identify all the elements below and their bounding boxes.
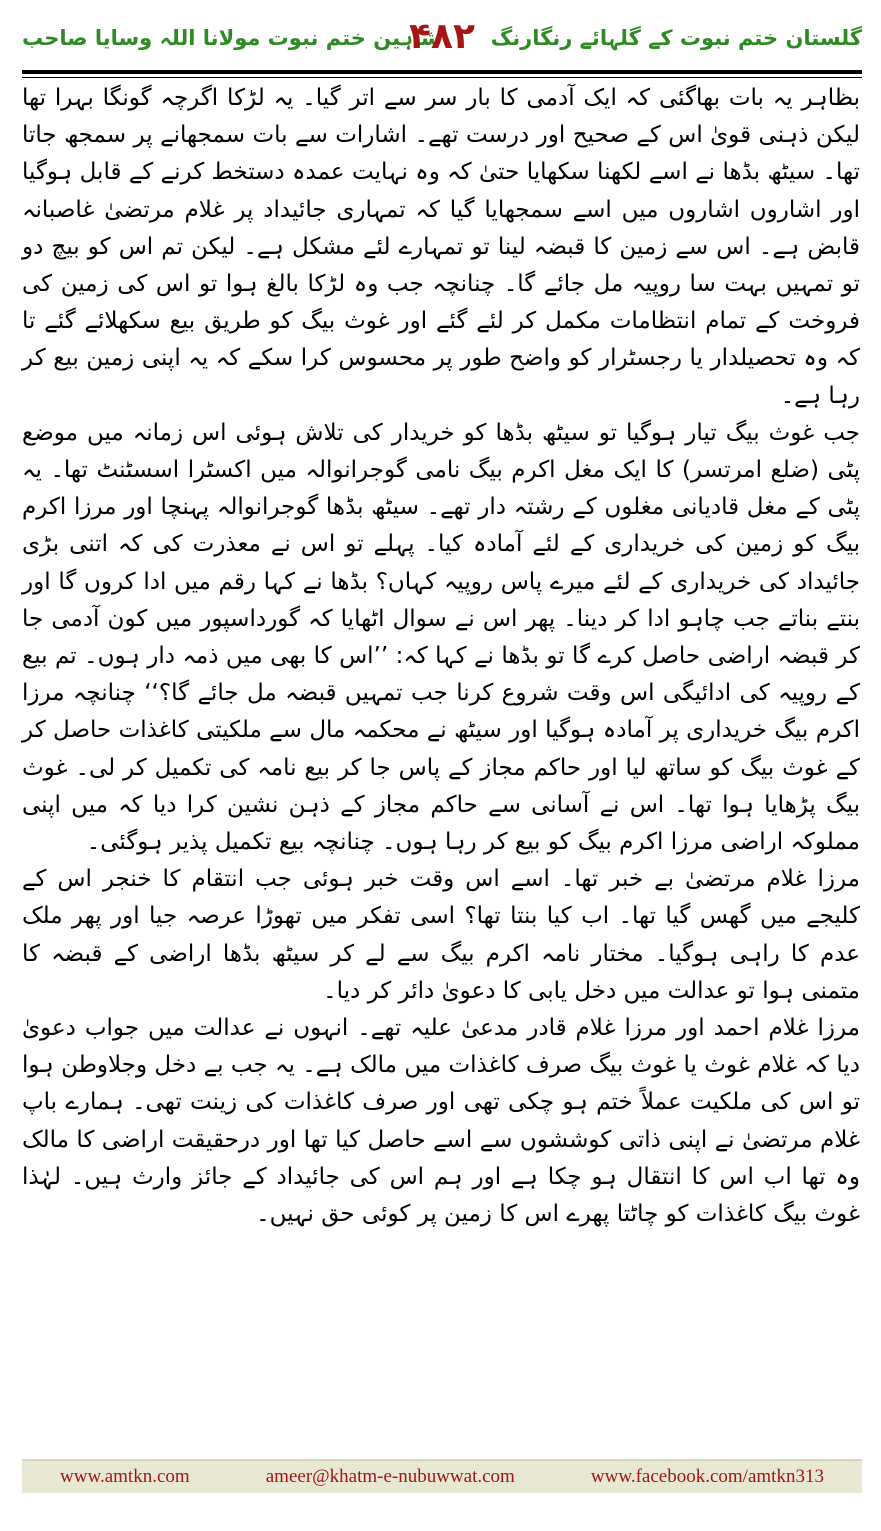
paragraph-1: بظاہر یہ بات بھاگئی کہ ایک آدمی کا بار سر سے اتر گیا۔ یہ لڑکا اگرچہ گونگا بہرا تھا لیکن ذہنی قویٰ اس کے صحیح اور درست تھے۔ اشارات سے بات سمجھانے پر سمجھ جاتا تھا۔ سیٹھ بڈھا نے اسے لکھنا سکھایا حتیٰ کہ وہ نہایت عمدہ دستخط کرنے کے قابل ہوگیا اور اشاروں اشاروں میں اسے سمجھایا گیا کہ تمہاری جائیداد پر غلام مرتضیٰ غاصبانہ قابض ہے۔ اس سے زمین کا قبضہ لینا تو تمہارے لئے مشکل ہے۔ لیکن تم اس کو بیچ دو تو تمہیں بہت سا روپیہ مل جائے گا۔ چنانچہ جب وہ لڑکا بالغ ہوا تو اس کی زمین کی فروخت کے تمام انتظامات مکمل کر لئے گئے اور غوث بیگ کو طریق بیع سکھلائے گئے تا کہ وہ تحصیلدار یا رجسٹرار کو واضح طور پر محسوس کرا سکے کہ یہ اپنی زمین بیع کر رہا ہے۔ bbox=[22, 85, 860, 409]
header-divider-thick bbox=[22, 70, 862, 74]
header-divider-thin bbox=[22, 77, 862, 78]
book-title: گلستان ختم نبوت کے گلہائے رنگارنگ bbox=[490, 26, 862, 50]
paragraph-4: مرزا غلام احمد اور مرزا غلام قادر مدعیٰ علیہ تھے۔ انہوں نے عدالت میں جواب دعویٰ دیا کہ غلام غوث یا غوث بیگ صرف کاغذات میں مالک ہے۔ یہ جب بے دخل وجلاوطن ہوا تو اس کی ملکیت عملاً ختم ہو چکی تھی اور صرف کاغذات کی زینت تھی۔ ہمارے باپ غلام مرتضیٰ نے اپنی ذاتی کوششوں سے اسے حاصل کیا تھا اور درحقیقت اراضی کا مالک وہ تھا اب اس کا انتقال ہو چکا ہے اور ہم اس کی جائیداد کے جائز وارث ہیں۔ لہٰذا غوث بیگ کاغذات کو چاٹتا پھرے اس کا زمین پر کوئی حق نہیں۔ bbox=[22, 1015, 860, 1228]
paragraph-3: مرزا غلام مرتضیٰ بے خبر تھا۔ اسے اس وقت خبر ہوئی جب انتقام کا خنجر اس کے کلیجے میں گھس گیا تھا۔ اب کیا بنتا تھا؟ اسی تفکر میں تھوڑا عرصہ جیا اور پھر ملک عدم کا راہی ہوگیا۔ مختار نامہ اکرم بیگ سے لے کر سیٹھ بڈھا اراضی کے قبضہ کا متمنی ہوا تو عدالت میں دخل یابی کا دعویٰ دائر کر دیا۔ bbox=[22, 866, 860, 1004]
author-title: شاہین ختم نبوت مولانا اللہ وسایا صاحب bbox=[22, 26, 442, 50]
website-link[interactable]: www.amtkn.com bbox=[60, 1466, 190, 1487]
page-header bbox=[22, 16, 862, 72]
page-footer bbox=[22, 1459, 862, 1493]
facebook-link[interactable]: www.facebook.com/amtkn313 bbox=[590, 1466, 824, 1487]
paragraph-2: جب غوث بیگ تیار ہوگیا تو سیٹھ بڈھا کو خریدار کی تلاش ہوئی اس زمانہ میں موضع پٹی (ضلع امرتسر) کا ایک مغل اکرم بیگ نامی گوجرانوالہ میں اکسٹرا اسسٹنٹ تھا۔ یہ پٹی کے مغل قادیانی مغلوں کے رشتہ دار تھے۔ سیٹھ بڈھا گوجرانوالہ پہنچا اور مرزا اکرم بیگ کو زمین کی خریداری کے لئے آمادہ کیا۔ پہلے تو اس نے معذرت کی کہ اتنی بڑی جائیداد کی خریداری کے لئے میرے پاس روپیہ کہاں؟ بڈھا نے کہا رقم میں ادا کروں گا اور بنتے بناتے جب چاہو ادا کر دینا۔ پھر اس نے سوال اٹھایا کہ گورداسپور میں کون آدمی جا کر قبضہ اراضی حاصل کرے گا تو بڈھا نے کہا کہ: ’’اس کا بھی میں ذمہ دار ہوں۔ تم بیع کے روپیہ کی ادائیگی اس وقت شروع کرنا جب تمہیں قبضہ مل جائے گا؟‘‘ چنانچہ مرزا اکرم بیگ خریداری پر آمادہ ہوگیا اور سیٹھ نے محکمہ مال سے ملکیتی کاغذات حاصل کر کے غوث بیگ کو ساتھ لیا اور حاکم مجاز کے پاس جا کر بیع نامہ کی تکمیل کر لی۔ غوث بیگ پڑھایا ہوا تھا۔ اس نے آسانی سے حاکم مجاز کے ذہن نشین کرا دیا کہ میں اپنی مملوکہ اراضی مرزا اکرم بیگ کو بیع کر رہا ہوں۔ چنانچہ بیع تکمیل پذیر ہوگئی۔ bbox=[22, 419, 860, 856]
email-link[interactable]: ameer@khatm-e-nubuwwat.com bbox=[265, 1466, 515, 1487]
page-body bbox=[22, 80, 860, 1455]
page-number: ۴۸۲ bbox=[409, 16, 475, 57]
